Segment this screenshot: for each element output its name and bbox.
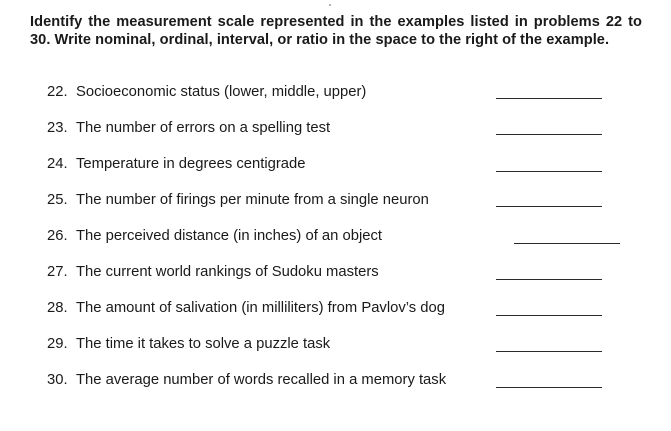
scan-speck [329,4,331,6]
problem-text: Temperature in degrees centigrade [76,156,306,172]
answer-blank-29[interactable] [496,351,602,352]
answer-blank-30[interactable] [496,387,602,388]
problem-25 [47,191,429,209]
problem-text: The number of firings per minute from a single neuron [76,192,429,208]
problem-text: Socioeconomic status (lower, middle, upper) [76,84,367,100]
problem-number: 30. [47,372,68,388]
problem-text: The time it takes to solve a puzzle task [76,336,331,352]
answer-blank-23[interactable] [496,134,602,135]
problem-29 [47,335,330,353]
problem-number: 29. [47,336,68,352]
problem-22 [47,83,366,101]
problem-text: The current world rankings of Sudoku masters [76,264,379,280]
answer-blank-22[interactable] [496,98,602,99]
problem-number: 25. [47,192,68,208]
problem-24 [47,155,306,173]
problem-number: 27. [47,264,68,280]
instructions-text: Identify the measurement scale represented in the examples listed in problems 22 to 30. Write nominal, ordinal, interval, or ratio in the space to the right of the example. [30,14,642,48]
problem-text: The average number of words recalled in a memory task [76,372,447,388]
answer-blank-26[interactable] [514,243,620,244]
problem-30 [47,371,446,389]
problem-text: The perceived distance (in inches) of an object [76,228,382,244]
answer-blank-28[interactable] [496,315,602,316]
problem-28 [47,299,445,317]
problem-number: 22. [47,84,68,100]
answer-blank-24[interactable] [496,171,602,172]
problem-number: 28. [47,300,68,316]
problem-number: 24. [47,156,68,172]
problem-number: 26. [47,228,68,244]
answer-blank-25[interactable] [496,206,602,207]
answer-blank-27[interactable] [496,279,602,280]
problem-27 [47,263,379,281]
problem-23 [47,119,330,137]
problem-text: The number of errors on a spelling test [76,120,331,136]
problem-number: 23. [47,120,68,136]
problem-26 [47,227,382,245]
problem-text: The amount of salivation (in milliliters) from Pavlov’s dog [76,300,445,316]
